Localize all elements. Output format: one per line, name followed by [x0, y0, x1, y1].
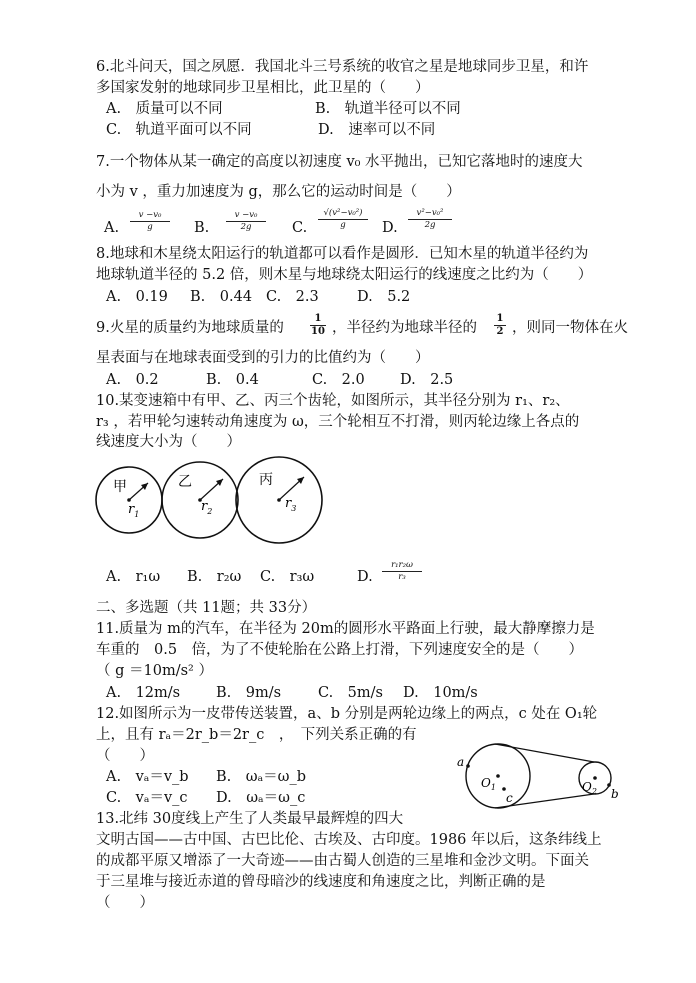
q13-line4: 于三星堆与接近赤道的曾母暗沙的线速度和角速度之比，判断正确的是 [96, 874, 546, 890]
q6-option-c[interactable]: C. 轨道平面可以不同 [106, 122, 252, 138]
label-o1: $O_1$ [481, 776, 496, 792]
q8-line2: 地球轨道半径的 5.2 倍，则木星与地球绕太阳运行的线速度之比约为（ ） [96, 267, 593, 283]
q7-option-a[interactable]: A. [104, 220, 120, 236]
q7-option-c[interactable]: C. [292, 220, 308, 236]
q7-b-numerator: v −v₀ [234, 210, 258, 220]
gear-diagram [92, 455, 352, 545]
q9-line1-part3: ，则同一物体在火 [512, 320, 628, 336]
q10-option-c[interactable]: C. r₃ω [260, 569, 315, 585]
q7-line1: 7.一个物体从某一确定的高度以初速度 v₀ 水平抛出，已知它落地时的速度大 [96, 154, 583, 170]
r3-label: $r_3$ [285, 496, 297, 513]
label-a: a [457, 755, 465, 769]
label-b: b [611, 787, 619, 801]
q9-line2: 星表面与在地球表面受到的引力的比值约为（ ） [96, 350, 430, 366]
q8-option-d[interactable]: D. 5.2 [357, 289, 411, 305]
q9-frac2-num: 1 [496, 313, 504, 324]
q12-option-a[interactable]: A. vₐ＝v_b [106, 769, 189, 785]
q10-line3: 线速度大小为（ ） [96, 434, 241, 450]
q7-option-b[interactable]: B. [194, 220, 210, 236]
q7-option-d[interactable]: D. [382, 220, 398, 236]
point-a [466, 764, 470, 768]
r1-label: $r_1$ [128, 502, 140, 519]
q9-option-c[interactable]: C. 2.0 [312, 372, 365, 388]
q12-option-c[interactable]: C. vₐ＝v_c [106, 790, 188, 806]
q7-c-denominator: g [318, 219, 368, 230]
gear-bing-label: 丙 [259, 472, 273, 488]
q13-line2: 文明古国——古中国、古巴比伦、古埃及、古印度。1986 年以后，这条纬线上 [96, 832, 602, 848]
q13-line5: （ ） [96, 895, 154, 911]
gear-jia-label: 甲 [113, 479, 127, 495]
q9-frac2-den: 2 [494, 325, 506, 337]
q9-line1-part1: 9.火星的质量约为地球质量的 [96, 320, 284, 336]
q6-line2: 多国家发射的地球同步卫星相比，此卫星的（ ） [96, 80, 430, 96]
q13-line1: 13.北纬 30度线上产生了人类最早最辉煌的四大 [96, 811, 404, 827]
q11-option-a[interactable]: A. 12m/s [106, 685, 181, 701]
q8-option-a[interactable]: A. 0.19 [106, 289, 168, 305]
q12-line1: 12.如图所示为一皮带传送装置，a、b 分别是两轮边缘上的两点，c 处在 O₁轮 [96, 706, 598, 722]
q7-option-c-fraction [318, 209, 368, 230]
belt-pulley-diagram [455, 738, 635, 818]
q6-option-d[interactable]: D. 速率可以不同 [318, 122, 436, 138]
q11-line2: 车重的 0.5 倍，为了不使轮胎在公路上打滑，下列速度安全的是（ ） [96, 642, 584, 658]
q6-option-b[interactable]: B. 轨道半径可以不同 [315, 101, 461, 117]
q9-frac1-den: 10 [311, 326, 325, 337]
q7-b-denominator: 2g [226, 221, 266, 232]
q11-option-d[interactable]: D. 10m/s [403, 685, 478, 701]
q7-line2: 小为 v ，重力加速度为 g，那么它的运动时间是（ ） [96, 184, 461, 200]
q7-option-a-fraction [130, 211, 170, 232]
q10-option-d[interactable]: D. [357, 569, 373, 585]
q12-line2: 上，且有 rₐ＝2r_b＝2r_c ， 下列关系正确的有 [96, 727, 417, 743]
q9-mass-fraction [310, 314, 326, 337]
q7-option-d-fraction [408, 209, 452, 230]
section-heading-multiple-choice: 二、多选题（共 11题；共 33分） [96, 600, 317, 616]
q11-line3: （ g ＝10m/s² ） [96, 663, 213, 679]
q10-line2: r₃ ，若甲轮匀速转动角速度为 ω，三个轮相互不打滑，则丙轮边缘上各点的 [96, 414, 580, 430]
label-o2: $O_2$ [582, 780, 597, 796]
q8-option-c[interactable]: C. 2.3 [266, 289, 319, 305]
label-c: c [506, 791, 513, 805]
q7-d-numerator: v²−v₀² [416, 208, 444, 218]
q10-d-numerator: r₁r₂ω [391, 560, 413, 570]
q10-line1: 10.某变速箱中有甲、乙、丙三个齿轮，如图所示，其半径分别为 r₁、r₂、 [96, 393, 570, 409]
q8-line1: 8.地球和木星绕太阳运行的轨道都可以看作是圆形．已知木星的轨道半径约为 [96, 246, 589, 262]
q9-radius-fraction [494, 314, 506, 337]
belt-top [495, 744, 594, 762]
q7-option-b-fraction [226, 211, 266, 232]
q12-option-d[interactable]: D. ωₐ＝ω_c [216, 790, 306, 806]
q7-c-numerator: √(v²−v₀²) [323, 208, 363, 218]
q9-line1-part2: ，半径约为地球半径的 [332, 320, 477, 336]
q9-frac1-num: 1 [314, 313, 322, 324]
q9-option-b[interactable]: B. 0.4 [206, 372, 259, 388]
r2-label: $r_2$ [201, 499, 213, 516]
q6-line1: 6.北斗问天，国之夙愿．我国北斗三号系统的收官之星是地球同步卫星，和许 [96, 59, 589, 75]
q9-option-a[interactable]: A. 0.2 [106, 372, 159, 388]
q7-a-denominator: g [130, 221, 170, 232]
q10-d-denominator: r₃ [382, 571, 422, 582]
q11-option-c[interactable]: C. 5m/s [318, 685, 383, 701]
q8-option-b[interactable]: B. 0.44 [190, 289, 253, 305]
q12-line3: （ ） [96, 748, 154, 764]
q13-line3: 的成都平原又增添了一大奇迹——由古蜀人创造的三星堆和金沙文明。下面关 [96, 853, 589, 869]
q7-d-denominator: 2g [408, 219, 452, 230]
q9-option-d[interactable]: D. 2.5 [400, 372, 454, 388]
q11-option-b[interactable]: B. 9m/s [216, 685, 282, 701]
q10-option-a[interactable]: A. r₁ω [106, 569, 161, 585]
q7-a-numerator: v −v₀ [138, 210, 162, 220]
q12-option-b[interactable]: B. ωₐ＝ω_b [216, 769, 307, 785]
gear-yi-label: 乙 [178, 474, 192, 490]
q11-line1: 11.质量为 m的汽车，在半径为 20m的圆形水平路面上行驶，最大静摩擦力是 [96, 621, 595, 637]
q10-option-b[interactable]: B. r₂ω [187, 569, 242, 585]
q6-option-a[interactable]: A. 质量可以不同 [106, 101, 223, 117]
q10-option-d-fraction [382, 561, 422, 582]
